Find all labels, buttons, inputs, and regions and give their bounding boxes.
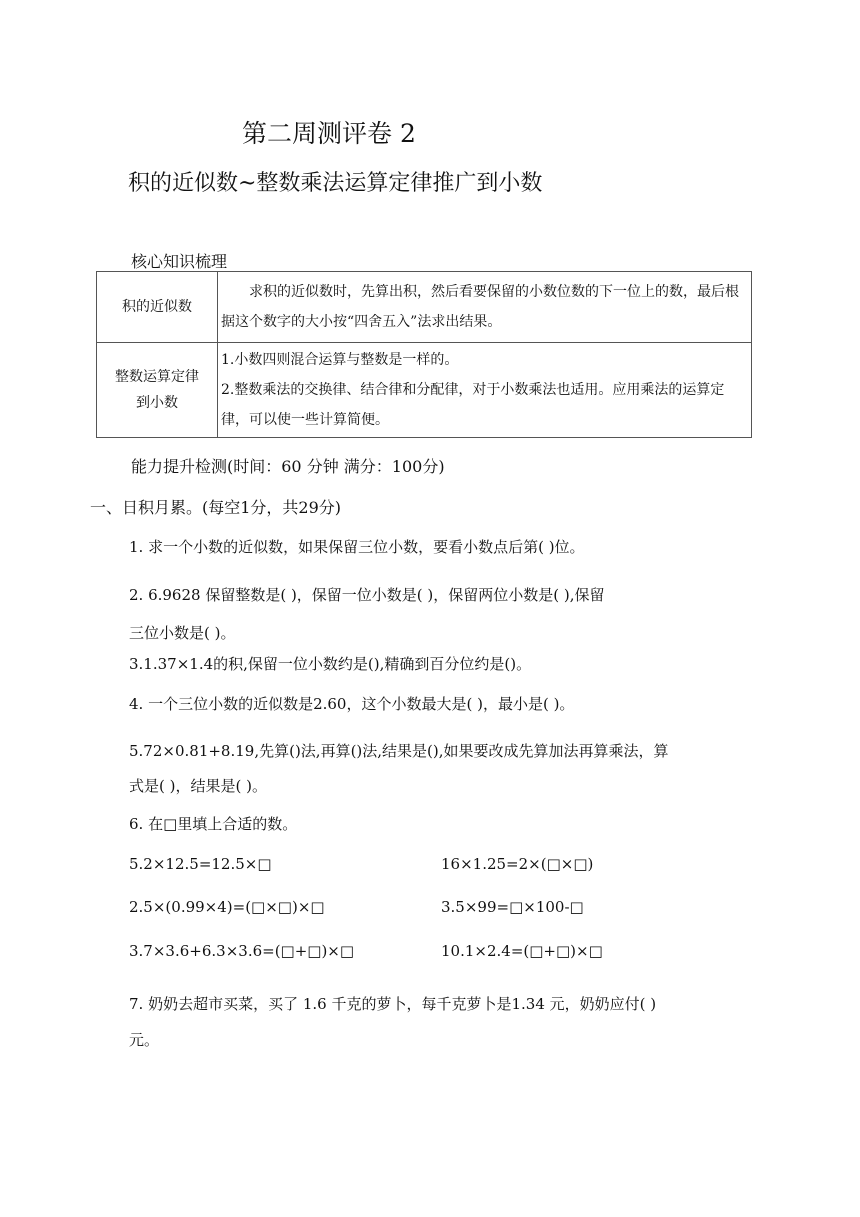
test-heading: 能力提升检测(时间：60 分钟 满分：100分) — [131, 457, 445, 476]
question-1: 1. 求一个小数的近似数，如果保留三位小数，要看小数点后第( )位。 — [129, 538, 585, 556]
q6-item: 3.5×99=□×100-□ — [441, 898, 584, 916]
question-2-line-1: 2. 6.9628 保留整数是( )，保留一位小数是( )，保留两位小数是( ),保留 — [129, 586, 605, 604]
table-key-cell: 积的近似数 — [97, 272, 218, 343]
question-4: 4. 一个三位小数的近似数是2.60，这个小数最大是( )，最小是( )。 — [129, 695, 575, 713]
page-title: 第二周测评卷 2 — [242, 119, 416, 148]
knowledge-table — [96, 271, 752, 438]
table-line: 1.小数四则混合运算与整数是一样的。 — [221, 352, 459, 368]
q6-item: 10.1×2.4=(□+□)×□ — [441, 942, 603, 960]
table-row — [97, 272, 752, 343]
knowledge-heading: 核心知识梳理 — [131, 252, 228, 271]
q6-item: 3.7×3.6+6.3×3.6=(□+□)×□ — [129, 942, 355, 960]
table-line: 2.整数乘法的交换律、结合律和分配律，对于小数乘法也适用。应用乘法的运算定律，可以使一些计算简便。 — [221, 382, 725, 428]
table-row — [97, 343, 752, 438]
question-7-line-1: 7. 奶奶去超市买菜，买了 1.6 千克的萝卜，每千克萝卜是1.34 元，奶奶应付( ) — [129, 995, 657, 1013]
question-6: 6. 在□里填上合适的数。 — [129, 815, 298, 833]
question-3: 3.1.37×1.4的积,保留一位小数约是(),精确到百分位约是()。 — [129, 655, 532, 673]
table-key-cell: 整数运算定律到小数 — [97, 343, 218, 438]
question-2-line-2: 三位小数是( )。 — [129, 624, 236, 642]
table-value-cell: 求积的近似数时，先算出积，然后看要保留的小数位数的下一位上的数，最后根据这个数字的大小按“四舍五入”法求出结果。 — [218, 272, 752, 343]
table-value-cell — [218, 343, 752, 438]
question-5-line-2: 式是( )，结果是( )。 — [129, 777, 267, 795]
question-7-line-2: 元。 — [129, 1031, 160, 1049]
section-heading: 一、日积月累。(每空1分，共29分) — [90, 498, 342, 517]
q6-item: 5.2×12.5=12.5×□ — [129, 855, 272, 873]
q6-item: 16×1.25=2×(□×□) — [441, 855, 594, 873]
page-subtitle: 积的近似数~整数乘法运算定律推广到小数 — [128, 171, 543, 196]
q6-item: 2.5×(0.99×4)=(□×□)×□ — [129, 898, 325, 916]
question-5-line-1: 5.72×0.81+8.19,先算()法,再算()法,结果是(),如果要改成先算加法再算乘法，算 — [129, 742, 669, 760]
